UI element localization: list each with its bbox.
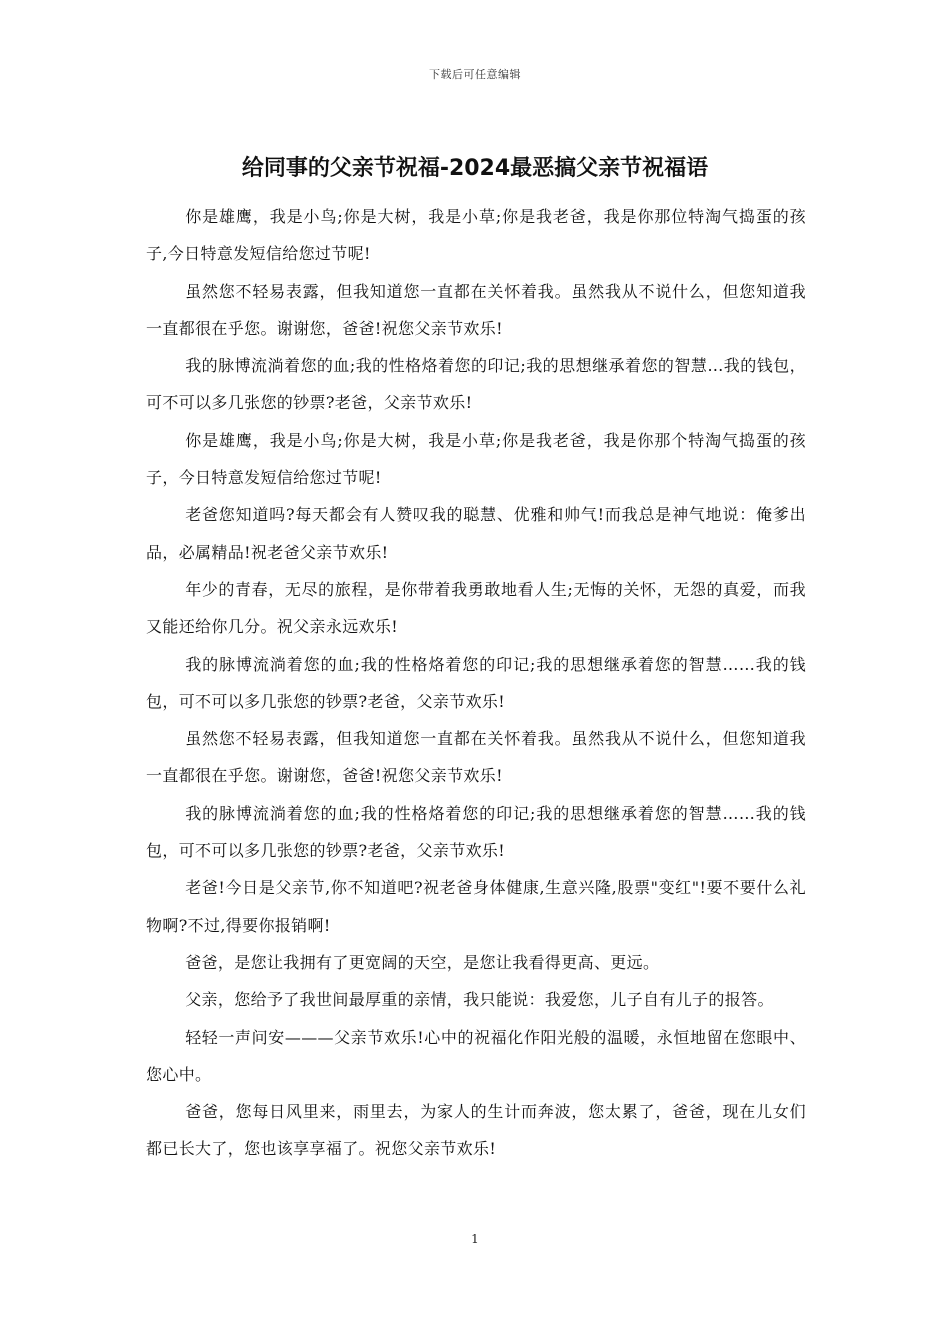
paragraph: 老爸您知道吗?每天都会有人赞叹我的聪慧、优雅和帅气!而我总是神气地说：俺爹出品，必属精品!祝老爸父亲节欢乐! xyxy=(146,505,806,562)
paragraph: 老爸!今日是父亲节,你不知道吧?祝老爸身体健康,生意兴隆,股票"变红"!要不要什么礼物啊?不过,得要你报销啊! xyxy=(146,878,806,935)
paragraph: 轻轻一声问安———父亲节欢乐!心中的祝福化作阳光般的温暖，永恒地留在您眼中、您心中。 xyxy=(146,1027,806,1084)
header-note: 下载后可任意编辑 xyxy=(429,68,521,81)
paragraph: 爸爸，是您让我拥有了更宽阔的天空，是您让我看得更高、更远。 xyxy=(185,952,660,972)
paragraph: 年少的青春，无尽的旅程，是你带着我勇敢地看人生;无悔的关怀，无怨的真爱，而我又能还给你几分。祝父亲永远欢乐! xyxy=(146,579,806,637)
paragraph: 虽然您不轻易表露，但我知道您一直都在关怀着我。虽然我从不说什么，但您知道我一直都很在乎您。谢谢您，爸爸!祝您父亲节欢乐! xyxy=(146,729,806,786)
paragraph: 父亲，您给予了我世间最厚重的亲情，我只能说：我爱您，儿子自有儿子的报答。 xyxy=(185,990,774,1010)
document-body xyxy=(146,198,806,1168)
paragraph: 我的脉博流淌着您的血;我的性格烙着您的印记;我的思想继承着您的智慧…我的钱包，可不可以多几张您的钞票?老爸，父亲节欢乐! xyxy=(146,356,806,413)
page-number: 1 xyxy=(471,1232,479,1246)
paragraph: 你是雄鹰，我是小鸟;你是大树，我是小草;你是我老爸，我是你那位特淘气捣蛋的孩子,今日特意发短信给您过节呢! xyxy=(146,207,806,264)
paragraph: 爸爸，您每日风里来，雨里去，为家人的生计而奔波，您太累了，爸爸，现在儿女们都已长大了，您也该享享福了。祝您父亲节欢乐! xyxy=(146,1102,806,1159)
document-title: 给同事的父亲节祝福-2024最恶搞父亲节祝福语 xyxy=(241,156,709,181)
paragraph: 虽然您不轻易表露，但我知道您一直都在关怀着我。虽然我从不说什么，但您知道我一直都很在乎您。谢谢您，爸爸!祝您父亲节欢乐! xyxy=(146,281,806,338)
paragraph: 你是雄鹰，我是小鸟;你是大树，我是小草;你是我老爸，我是你那个特淘气捣蛋的孩子，今日特意发短信给您过节呢! xyxy=(146,430,806,488)
paragraph: 我的脉博流淌着您的血;我的性格烙着您的印记;我的思想继承着您的智慧……我的钱包，可不可以多几张您的钞票?老爸，父亲节欢乐! xyxy=(146,803,806,861)
paragraph: 我的脉博流淌着您的血;我的性格烙着您的印记;我的思想继承着您的智慧……我的钱包，可不可以多几张您的钞票?老爸，父亲节欢乐! xyxy=(146,654,806,711)
